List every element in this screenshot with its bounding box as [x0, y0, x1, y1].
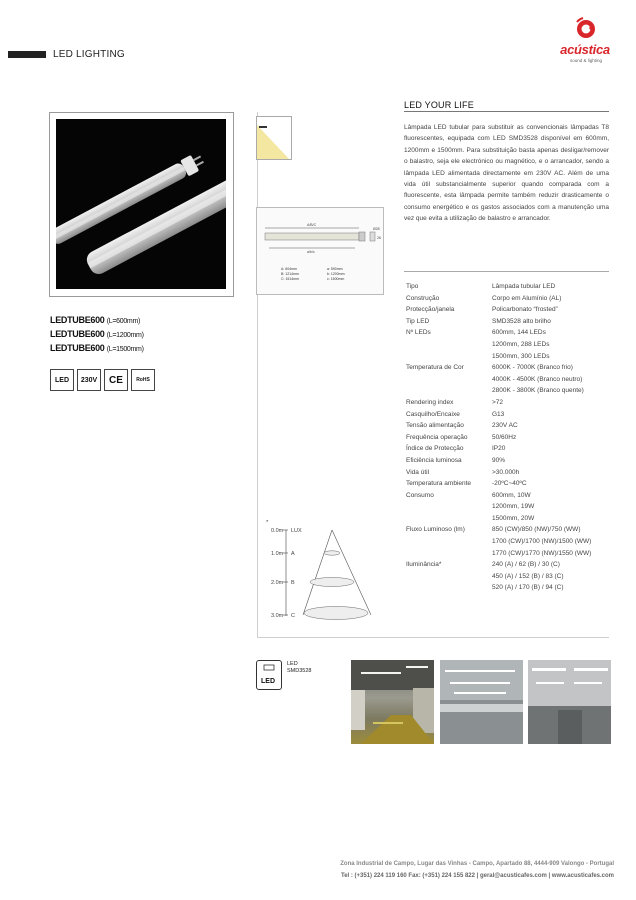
- spec-value: >30.000h: [492, 468, 520, 476]
- spec-row: [406, 339, 612, 351]
- led-chip-text: LED: [261, 678, 275, 685]
- spec-key: [406, 385, 492, 397]
- spec-key: [406, 351, 492, 363]
- illuminance-cone-diagram: [266, 520, 376, 622]
- spec-value: 1500mm, 300 LEDs: [492, 352, 550, 360]
- section-divider: [404, 111, 609, 112]
- dimension-drawing: [256, 207, 384, 295]
- page-title: LED LIGHTING: [53, 49, 125, 60]
- product-description: Lâmpada LED tubular para substituir as convencionais lâmpadas T8 fluorescentes, equipada com LED SMD3528 disponível em 600mm, 1200mm e 1500mm. Para substituição basta apenas desligar/remover o balastro, seja ele electrónico ou magnético, e o arrancador, sendo a lâmpada LED alimentada directamente em 230V AC. Além de uma vida útil substancialmente superior quando comparada com a fluorescente, esta lâmpada permite também reduzir drasticamente o consumo energético e os gastos associados com a manutenção uma vez que evita a utilização de balastro e arrancador.: [404, 124, 609, 223]
- spec-value: Corpo em Alumínio (AL): [492, 294, 562, 302]
- spec-key: Consumo: [406, 491, 434, 499]
- cone-lbl-2: B: [291, 580, 295, 586]
- rohs-badge: RoHS: [131, 369, 155, 391]
- spec-row: [406, 374, 612, 386]
- spec-row: [406, 385, 612, 397]
- dim-a2: a: 590mm: [327, 267, 343, 271]
- spec-value: 850 (CW)/850 (NW)/750 (WW): [492, 526, 581, 534]
- cert-badges: [50, 369, 155, 391]
- spec-row: [406, 362, 612, 374]
- spec-key: [406, 548, 492, 560]
- dim-top-label: A/B/C: [307, 223, 317, 227]
- brand-tagline: sound & lighting: [569, 58, 603, 63]
- cone-asterisk: *: [266, 520, 269, 526]
- spec-key: Vida útil: [406, 468, 430, 476]
- spec-value: IP20: [492, 445, 506, 453]
- dim-dia2: 26: [377, 236, 381, 240]
- footer-address: Zona Industrial de Campo, Lugar das Vinhas - Campo, Apartado 88, 4444-909 Valongo - Portugal: [340, 861, 614, 867]
- dim-b: B: 1214mm: [281, 272, 299, 276]
- spec-key: [406, 339, 492, 351]
- spec-divider: [404, 271, 609, 272]
- spec-row: [406, 524, 612, 536]
- spec-key: Temperatura ambiente: [406, 480, 472, 488]
- model-item: LEDTUBE600 (L=1200mm): [50, 329, 144, 339]
- dim-b2: b: 1200mm: [327, 272, 345, 276]
- spec-row: [406, 293, 612, 305]
- spec-row: [406, 536, 612, 548]
- spec-key: Casquilho/Encaixe: [406, 410, 460, 418]
- spec-value: 6000K - 7000K (Branco frio): [492, 364, 573, 372]
- dim-bottom-label: a/b/c: [307, 250, 315, 254]
- cone-dist-0: 0.0m: [271, 528, 284, 534]
- spec-key: [406, 374, 492, 386]
- spec-row: [406, 513, 612, 525]
- row-divider: [257, 637, 609, 638]
- spec-value: 1700 (CW)/1700 (NW)/1500 (WW): [492, 538, 592, 546]
- product-photo: [56, 119, 226, 289]
- header-bar: [8, 51, 46, 58]
- spec-value: 520 (A) / 170 (B) / 94 (C): [492, 584, 564, 592]
- spec-value: SMD3528 alto brilho: [492, 317, 551, 325]
- spec-value: 2800K - 3800K (Branco quente): [492, 387, 584, 395]
- spec-key: Temperatura de Cor: [406, 364, 464, 372]
- spec-value: 1200mm, 288 LEDs: [492, 340, 550, 348]
- spec-key: Protecção/janela: [406, 306, 455, 314]
- spec-value: -20ºC~40ºC: [492, 480, 527, 488]
- spec-row: [406, 409, 612, 421]
- brand-wordmark: acústica: [560, 42, 610, 57]
- ce-badge: CE: [104, 369, 128, 391]
- spec-value: Lâmpada tubular LED: [492, 283, 556, 290]
- spec-key: Frequência operação: [406, 433, 468, 441]
- spec-key: Eficiência luminosa: [406, 456, 462, 464]
- spec-row: [406, 316, 612, 328]
- cone-dist-3: 3.0m: [271, 613, 284, 619]
- cone-dist-2: 2.0m: [271, 580, 284, 586]
- spec-key: Tip LED: [406, 317, 430, 325]
- spec-value: 240 (A) / 62 (B) / 30 (C): [492, 561, 560, 569]
- spec-row: [406, 501, 612, 513]
- spec-row: [406, 432, 612, 444]
- cone-lbl-1: A: [291, 551, 295, 557]
- cone-dist-1: 1.0m: [271, 551, 284, 557]
- spec-row: [406, 490, 612, 502]
- spec-value: 230V AC: [492, 422, 518, 430]
- spec-row: [406, 571, 612, 583]
- spec-table: [406, 281, 612, 594]
- spec-row: [406, 351, 612, 363]
- voltage-badge: 230V: [77, 369, 101, 391]
- spec-key: Tipo: [406, 283, 419, 290]
- footer-contacts: Tel : (+351) 224 119 160 Fax: (+351) 224 155 822 | geral@acusticafes.com | www.acusticafes.com: [340, 873, 614, 879]
- dim-c2: c: 1500mm: [327, 277, 345, 281]
- spec-key: Fluxo Luminoso (lm): [406, 526, 465, 534]
- application-photo-parking: [351, 660, 434, 744]
- spec-row: [406, 455, 612, 467]
- spec-key: Construção: [406, 294, 440, 302]
- spec-value: >72: [492, 398, 504, 406]
- spec-value: 1200mm, 19W: [492, 503, 535, 511]
- application-photo-warehouse: [528, 660, 611, 744]
- color-temp-swatch: [256, 116, 292, 160]
- spec-key: [406, 501, 492, 513]
- model-item: LEDTUBE600 (L=1500mm): [50, 343, 144, 353]
- spec-key: Rendering index: [406, 398, 454, 406]
- cone-lbl-0: LUX: [291, 528, 302, 534]
- led-chip-label: LED SMD3528: [287, 661, 312, 674]
- led-tube-illustration: [56, 119, 226, 289]
- dim-a: A: 604mm: [281, 267, 297, 271]
- spec-row: [406, 281, 612, 293]
- spec-value: 1500mm, 20W: [492, 514, 535, 522]
- model-item: LEDTUBE600 (L=600mm): [50, 315, 141, 325]
- spec-key: Tensão alimentação: [406, 422, 464, 430]
- spec-value: 450 (A) / 152 (B) / 83 (C): [492, 572, 564, 580]
- spec-row: [406, 548, 612, 560]
- spec-value: Policarbonato “frosted”: [492, 306, 558, 314]
- spec-row: [406, 397, 612, 409]
- spec-value: 600mm, 144 LEDs: [492, 329, 546, 337]
- spec-value: 1770 (CW)/1770 (NW)/1550 (WW): [492, 549, 592, 557]
- spec-value: 4000K - 4500K (Branco neutro): [492, 375, 583, 383]
- spec-value: 90%: [492, 456, 506, 464]
- section-title: LED YOUR LIFE: [404, 100, 474, 110]
- column-divider: [257, 112, 258, 637]
- application-photo-office: [440, 660, 523, 744]
- spec-key: Iluminância*: [406, 561, 442, 569]
- dim-dia1: Ø28: [373, 227, 380, 231]
- spec-row: [406, 559, 612, 571]
- spec-key: [406, 582, 492, 594]
- spec-value: 50/60Hz: [492, 433, 517, 441]
- spec-row: [406, 420, 612, 432]
- spec-key: Índice de Protecção: [406, 445, 464, 453]
- spec-row: [406, 467, 612, 479]
- led-chip-icon: [256, 660, 282, 690]
- spec-row: [406, 304, 612, 316]
- spec-value: 600mm, 10W: [492, 491, 531, 499]
- spec-row: [406, 443, 612, 455]
- spec-key: [406, 513, 492, 525]
- led-badge: LED: [50, 369, 74, 391]
- spec-key: [406, 571, 492, 583]
- model-list: [50, 314, 144, 356]
- spec-key: Nº LEDs: [406, 329, 431, 337]
- cone-lbl-3: C: [291, 613, 295, 619]
- spec-row: [406, 582, 612, 594]
- dim-c: C: 1514mm: [281, 277, 300, 281]
- spec-value: G13: [492, 410, 505, 418]
- spec-row: [406, 478, 612, 490]
- spec-key: [406, 536, 492, 548]
- spec-row: [406, 327, 612, 339]
